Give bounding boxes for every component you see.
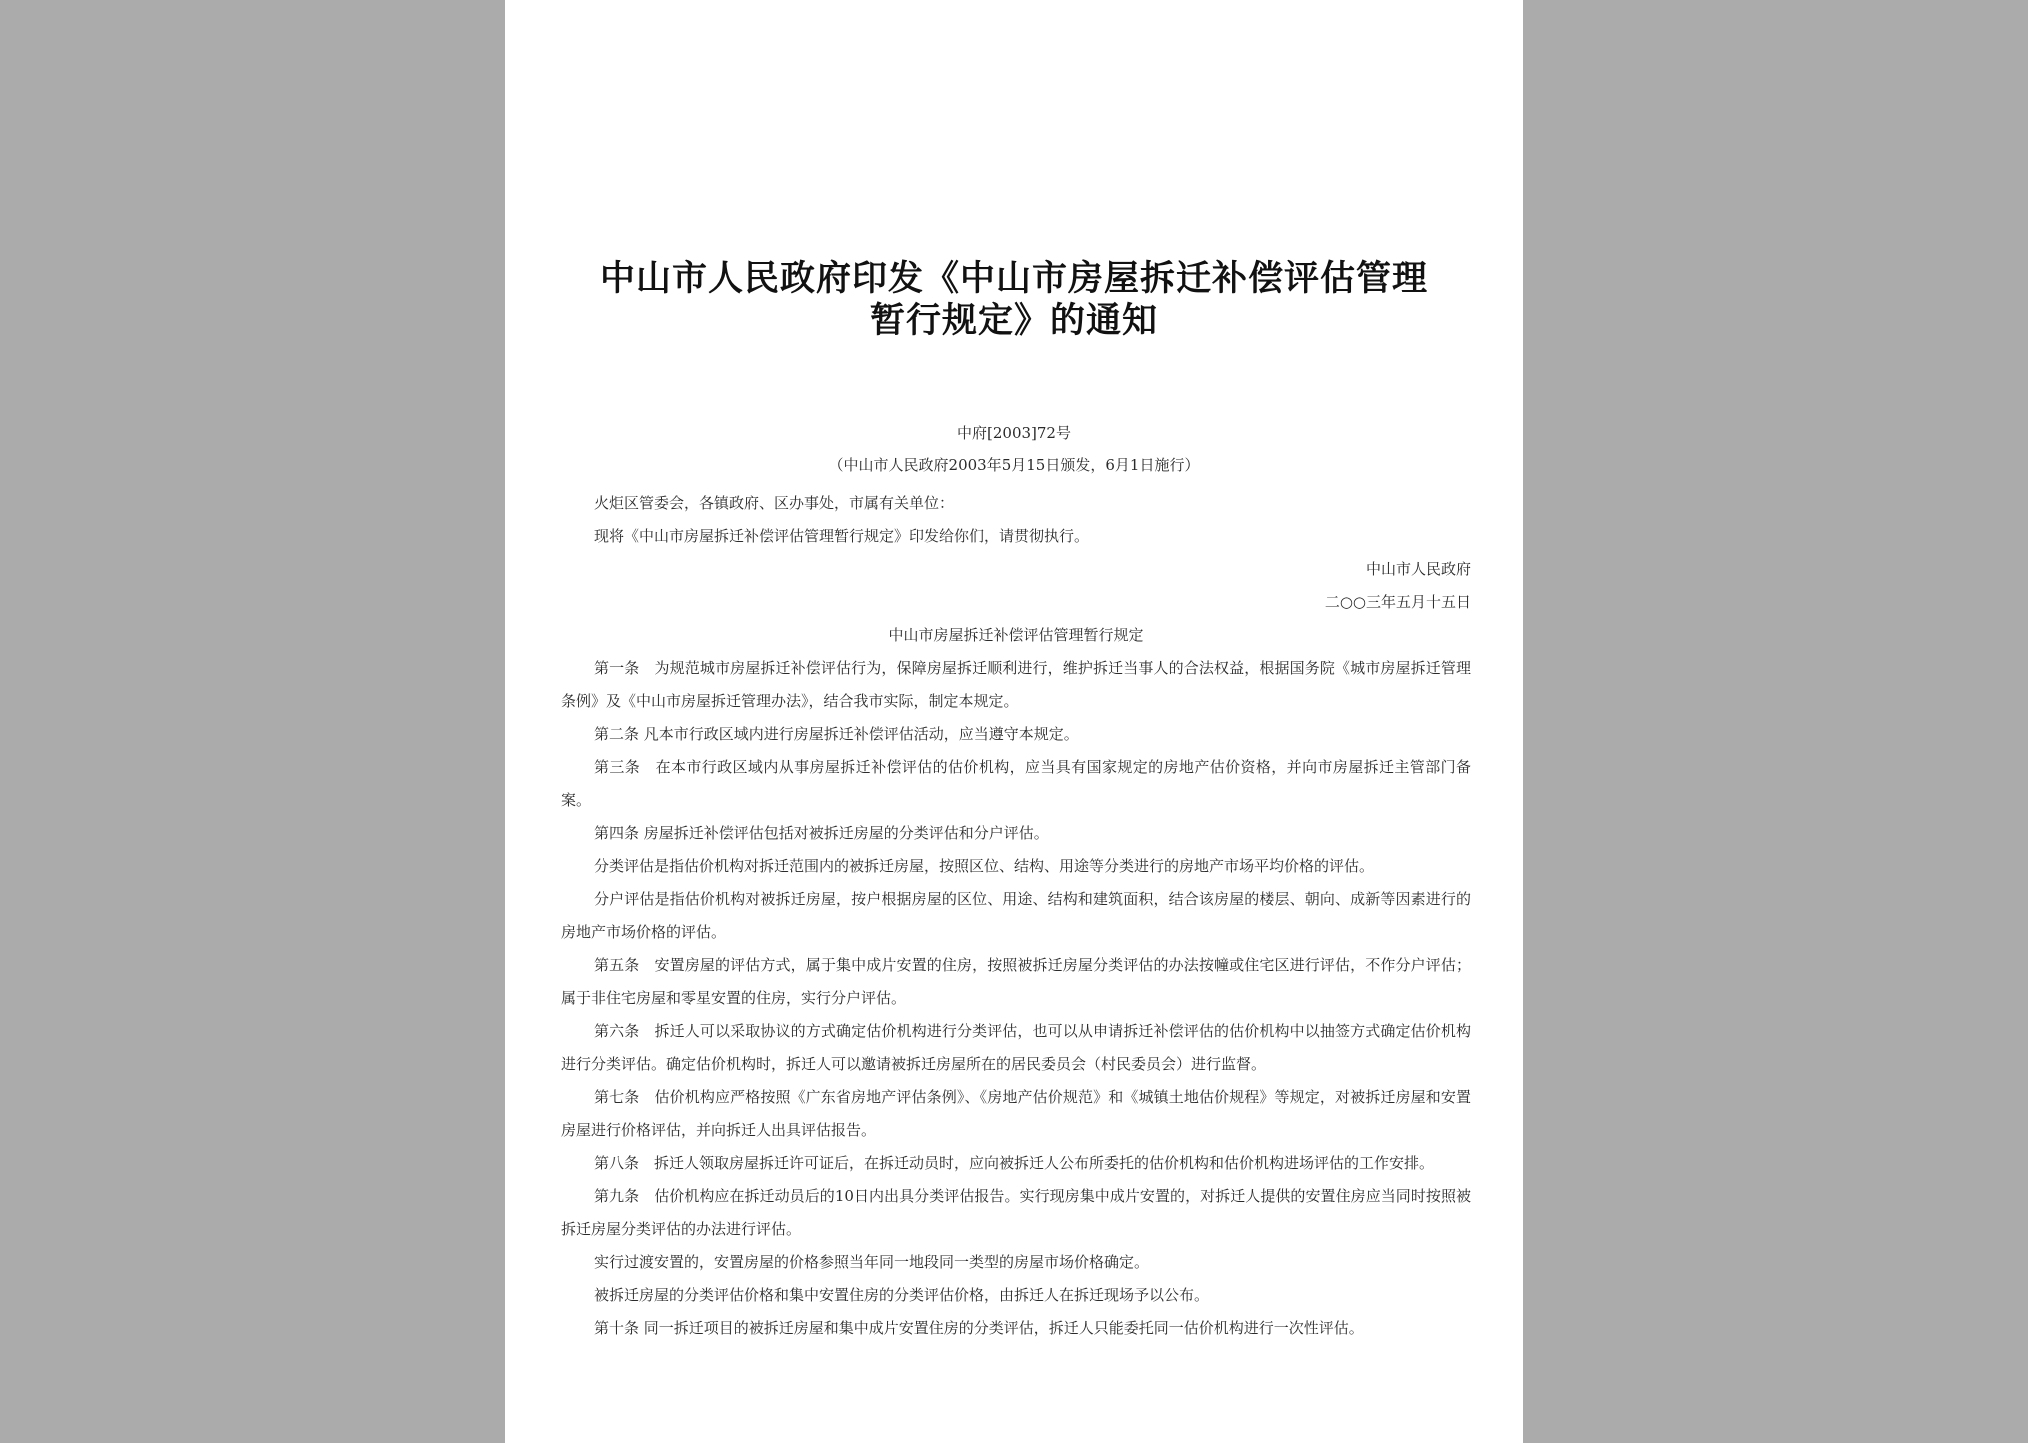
article-paragraph: 分类评估是指估价机构对拆迁范围内的被拆迁房屋，按照区位、结构、用途等分类进行的房地产市场平均价格的评估。 <box>594 857 1375 875</box>
article-paragraph: 第六条 拆迁人可以采取协议的方式确定估价机构进行分类评估，也可以从申请拆迁补偿评估的估价机构中以抽签方式确定估价机构进行分类评估。确定估价机构时，拆迁人可以邀请被拆迁房屋所在的居民委员会（村民委员会）进行监督。 <box>561 1022 1471 1073</box>
article-paragraph: 第八条 拆迁人领取房屋拆迁许可证后，在拆迁动员时，应向被拆迁人公布所委托的估价机构和估价机构进场评估的工作安排。 <box>594 1154 1435 1172</box>
article-paragraph: 分户评估是指估价机构对被拆迁房屋，按户根据房屋的区位、用途、结构和建筑面积，结合该房屋的楼层、朝向、成新等因素进行的房地产市场价格的评估。 <box>561 890 1471 941</box>
article-paragraph: 第十条 同一拆迁项目的被拆迁房屋和集中成片安置住房的分类评估，拆迁人只能委托同一估价机构进行一次性评估。 <box>594 1319 1364 1337</box>
article-paragraph: 第二条 凡本市行政区域内进行房屋拆迁补偿评估活动，应当遵守本规定。 <box>594 725 1079 743</box>
article-paragraph: 第四条 房屋拆迁补偿评估包括对被拆迁房屋的分类评估和分户评估。 <box>594 824 1049 842</box>
article-paragraph: 第七条 估价机构应严格按照《广东省房地产评估条例》、《房地产估价规范》和《城镇土地估价规程》等规定，对被拆迁房屋和安置房屋进行价格评估，并向拆迁人出具评估报告。 <box>561 1088 1471 1139</box>
article-paragraph: 被拆迁房屋的分类评估价格和集中安置住房的分类评估价格，由拆迁人在拆迁现场予以公布。 <box>594 1286 1210 1304</box>
document-number: 中府[2003]72号 <box>957 424 1071 442</box>
issue-note: （中山市人民政府2003年5月15日颁发，6月1日施行） <box>828 456 1200 474</box>
signature: 中山市人民政府 <box>1365 560 1471 578</box>
article-paragraph: 第九条 估价机构应在拆迁动员后的10日内出具分类评估报告。实行现房集中成片安置的，对拆迁人提供的安置住房应当同时按照被拆迁房屋分类评估的办法进行评估。 <box>561 1187 1471 1238</box>
issue-date: 二○○三年五月十五日 <box>1324 593 1471 611</box>
intro-paragraph: 现将《中山市房屋拆迁补偿评估管理暂行规定》印发给你们，请贯彻执行。 <box>594 527 1090 545</box>
title-line-2: 暂行规定》的通知 <box>869 301 1158 341</box>
article-paragraph: 第五条 安置房屋的评估方式，属于集中成片安置的住房，按照被拆迁房屋分类评估的办法按幢或住宅区进行评估，不作分户评估；属于非住宅房屋和零星安置的住房，实行分户评估。 <box>561 956 1471 1007</box>
title-line-1: 中山市人民政府印发《中山市房屋拆迁补偿评估管理 <box>599 259 1428 299</box>
article-paragraph: 第一条 为规范城市房屋拆迁补偿评估行为，保障房屋拆迁顺利进行，维护拆迁当事人的合法权益，根据国务院《城市房屋拆迁管理条例》及《中山市房屋拆迁管理办法》，结合我市实际，制定本规定。 <box>561 659 1471 710</box>
regulation-title: 中山市房屋拆迁补偿评估管理暂行规定 <box>888 626 1144 644</box>
document-title <box>505 258 1523 342</box>
document-body <box>561 487 1471 1345</box>
article-paragraph: 第三条 在本市行政区域内从事房屋拆迁补偿评估的估价机构，应当具有国家规定的房地产估价资格，并向市房屋拆迁主管部门备案。 <box>561 758 1471 809</box>
article-paragraph: 实行过渡安置的，安置房屋的价格参照当年同一地段同一类型的房屋市场价格确定。 <box>594 1253 1150 1271</box>
addressee: 火炬区管委会，各镇政府、区办事处，市属有关单位： <box>594 494 955 512</box>
document-page <box>505 0 1523 1443</box>
